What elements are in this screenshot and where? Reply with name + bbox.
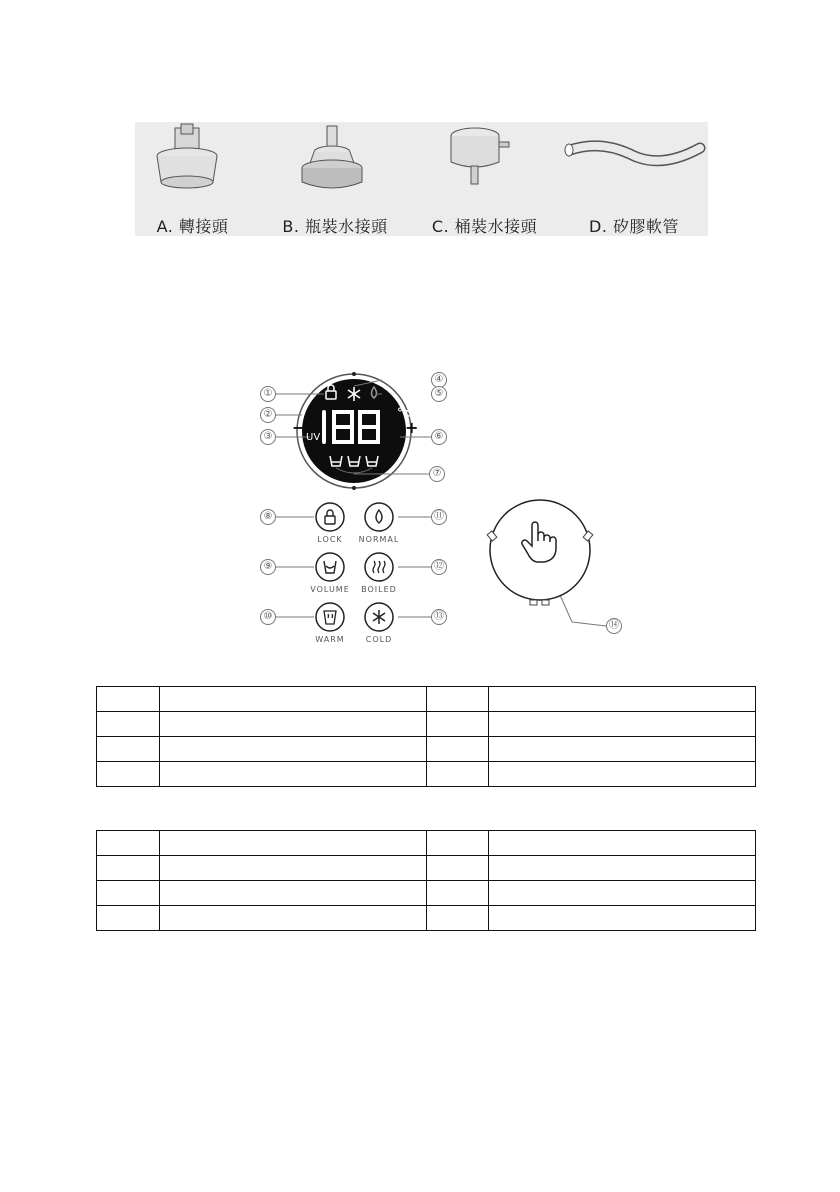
callout-14: ⑭ (606, 618, 622, 634)
display-uv-label: UV (306, 432, 321, 443)
panel-drawing (240, 360, 660, 660)
callout-2: ② (260, 407, 276, 423)
accessory-label: D. 矽膠軟管 (589, 217, 679, 236)
table-cell (427, 856, 489, 881)
accessory-item-adapter (135, 122, 250, 236)
table-cell (160, 856, 427, 881)
ring-dot-top (352, 372, 356, 376)
accessory-label: B. 瓶裝水接頭 (282, 217, 388, 236)
table-cell (97, 881, 160, 906)
table-cell (160, 712, 427, 737)
table-row (97, 762, 756, 787)
lock-button[interactable] (316, 503, 344, 531)
volume-button-label: VOLUME (310, 585, 350, 594)
table-cell (160, 687, 427, 712)
table-cell (427, 687, 489, 712)
boiled-button-label: BOILED (361, 585, 397, 594)
table-cell (489, 737, 756, 762)
table-cell (427, 906, 489, 931)
table-cell (489, 881, 756, 906)
table-row (97, 737, 756, 762)
accessory-item-bottled-connector (265, 122, 405, 236)
callout-7: ⑦ (429, 466, 445, 482)
accessories-strip (135, 122, 708, 236)
warm-button[interactable] (316, 603, 344, 631)
normal-button-label: NORMAL (358, 535, 400, 544)
table-cell (97, 687, 160, 712)
table-cell (160, 737, 427, 762)
table-cell (160, 906, 427, 931)
table-cell (489, 906, 756, 931)
callout-3: ③ (260, 429, 276, 445)
table-cell (97, 737, 160, 762)
barrel-water-connector-icon (417, 122, 552, 214)
table-cell (97, 762, 160, 787)
callout-5: ⑤ (431, 386, 447, 402)
function-table-2 (96, 830, 756, 931)
table-cell (97, 712, 160, 737)
table-cell (427, 762, 489, 787)
table-row (97, 906, 756, 931)
touch-dispense-button[interactable] (490, 500, 590, 600)
accessory-label: C. 桶裝水接頭 (431, 217, 538, 236)
silicone-hose-icon (560, 122, 708, 214)
callout-4: ④ (431, 372, 447, 388)
normal-button[interactable] (365, 503, 393, 531)
table-cell (97, 906, 160, 931)
temp-plus-label: + (405, 418, 419, 437)
adapter-connector-icon (135, 122, 250, 214)
function-table-1 (96, 686, 756, 787)
table-cell (489, 831, 756, 856)
callout-10: ⑩ (260, 609, 276, 625)
table-cell (160, 831, 427, 856)
control-panel-diagram (240, 360, 660, 660)
display-unit: °c (397, 406, 411, 420)
table-row (97, 856, 756, 881)
table-cell (489, 687, 756, 712)
table-cell (97, 856, 160, 881)
table-row (97, 881, 756, 906)
accessory-label: A. 轉接頭 (156, 217, 229, 236)
bottled-water-connector-icon (265, 122, 405, 214)
warm-button-label: WARM (315, 635, 345, 644)
table-cell (427, 831, 489, 856)
callout-11: ⑪ (431, 509, 447, 525)
callout-6: ⑥ (431, 429, 447, 445)
table-row (97, 687, 756, 712)
table-cell (427, 712, 489, 737)
table-cell (489, 856, 756, 881)
callout-12: ⑫ (431, 559, 447, 575)
table-cell (427, 881, 489, 906)
table-cell (489, 712, 756, 737)
table-row (97, 831, 756, 856)
table-cell (160, 762, 427, 787)
table-cell (427, 737, 489, 762)
table-cell (160, 881, 427, 906)
accessory-item-barrel-connector (417, 122, 552, 236)
callout-8: ⑧ (260, 509, 276, 525)
table-cell (489, 762, 756, 787)
table-cell (97, 831, 160, 856)
table-row (97, 712, 756, 737)
accessory-item-silicone-hose (560, 122, 708, 236)
callout-13: ⑬ (431, 609, 447, 625)
volume-button[interactable] (316, 553, 344, 581)
callout-9: ⑨ (260, 559, 276, 575)
ring-dot-bottom (352, 486, 356, 490)
callout-1: ① (260, 386, 276, 402)
temp-minus-label: − (292, 418, 306, 437)
cold-button-label: COLD (365, 635, 393, 644)
lock-button-label: LOCK (317, 535, 343, 544)
